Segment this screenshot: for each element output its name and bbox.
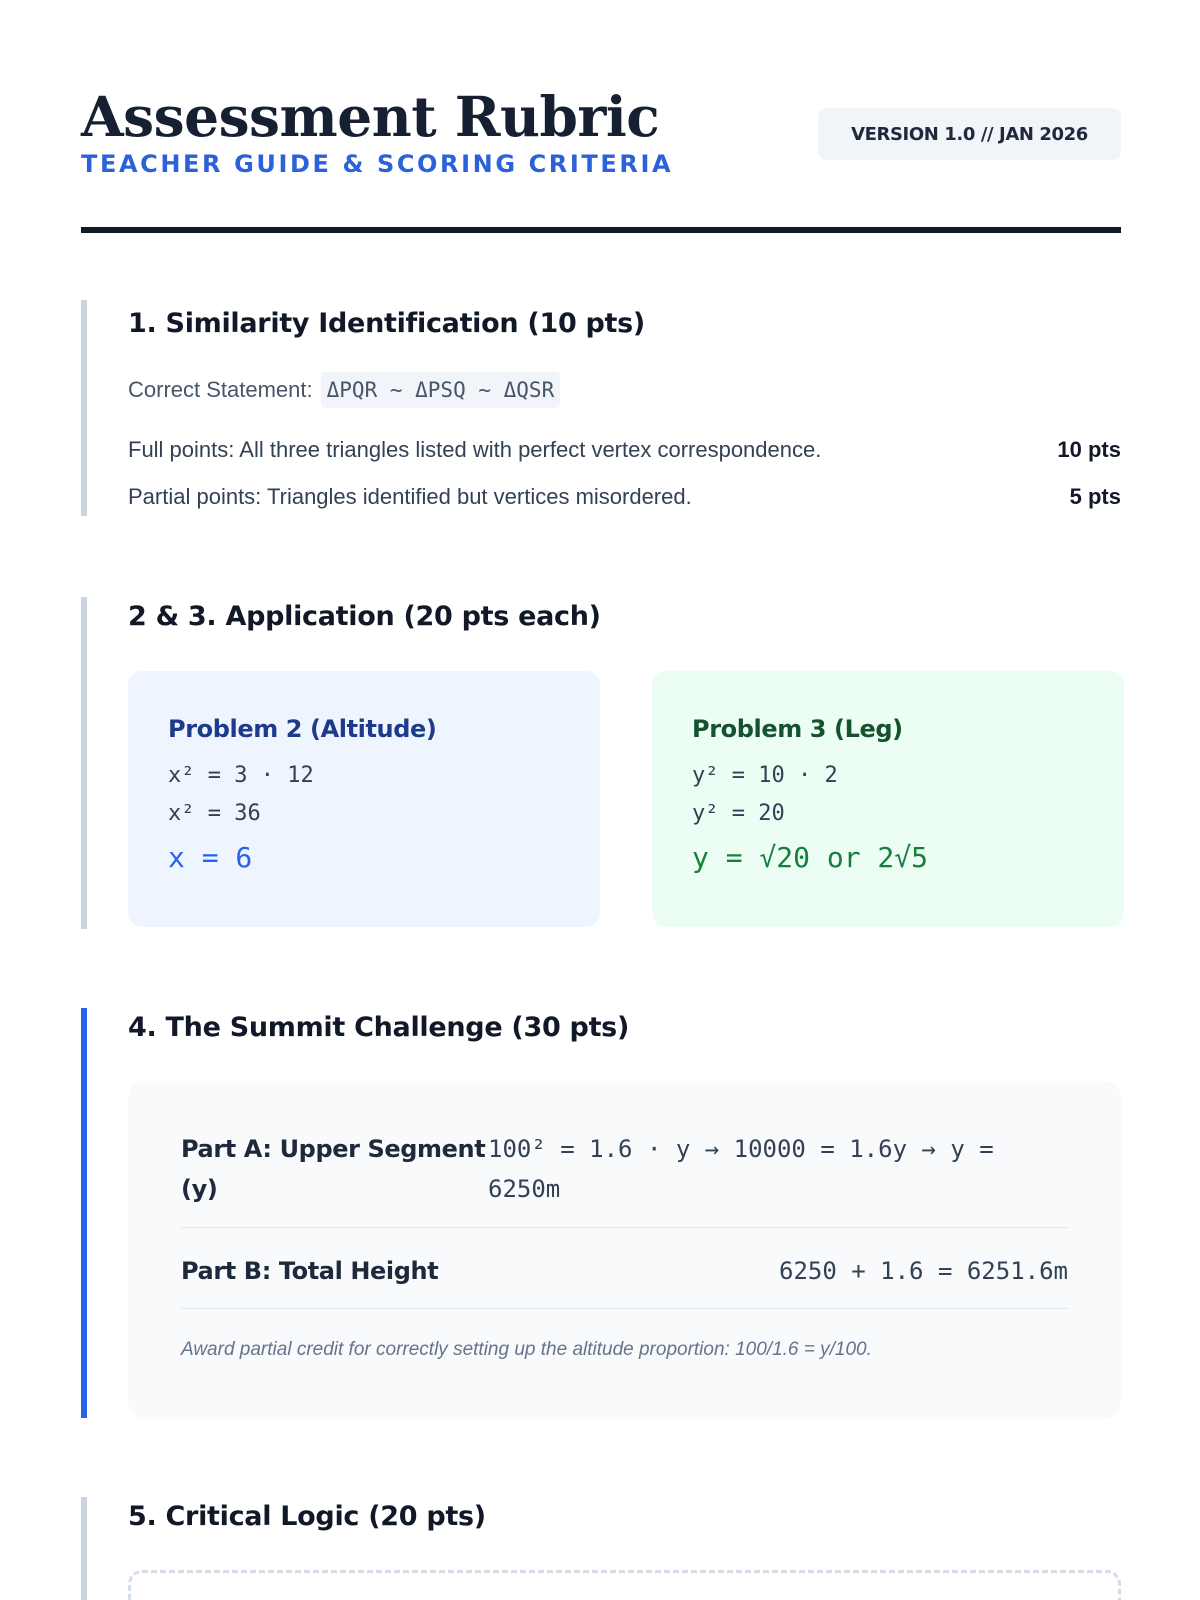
section-title: 4. The Summit Challenge (30 pts) [128,1012,629,1043]
equation-line: x² = 36 [168,801,261,826]
problem-title: Problem 3 (Leg) [692,715,903,743]
section-title: 1. Similarity Identification (10 pts) [128,308,645,339]
criterion-text: Full points: All three triangles listed with perfect vertex correspondence. [128,437,822,462]
criterion-text: Partial points: Triangles identified but vertices misordered. [128,484,692,509]
part-b-row [181,1251,1068,1309]
correct-statement [128,372,560,408]
problem-2-card [128,671,600,927]
statement-label: Correct Statement: [128,377,313,402]
final-answer: y = √20 or 2√5 [692,841,929,874]
equation-line: x² = 3 · 12 [168,763,314,788]
equation-line: y² = 20 [692,801,785,826]
section-title: 5. Critical Logic (20 pts) [128,1501,486,1532]
section-critical-logic [81,1497,1121,1600]
problem-3-card [652,671,1124,927]
part-solution: 100² = 1.6 · y → 10000 = 1.6y → y = 6250m [488,1135,994,1203]
section-application [81,597,1121,929]
part-a-row [181,1129,1068,1228]
grading-note: Award partial credit for correctly setting up the altitude proportion: 100/1.6 = y/100. [181,1339,872,1360]
section-similarity-identification [81,300,1121,516]
criterion-points: 10 pts [1057,437,1121,462]
part-label: Part A: Upper Segment (y) [181,1135,486,1203]
final-answer: x = 6 [168,841,253,874]
part-label: Part B: Total Height [181,1257,439,1285]
equation-line: y² = 10 · 2 [692,763,838,788]
statement-code: ΔPQR ~ ΔPSQ ~ ΔQSR [321,372,561,408]
page-title: Assessment Rubric [81,84,660,149]
criterion-row [128,484,1121,510]
criterion-points: 5 pts [1069,484,1121,509]
section-title: 2 & 3. Application (20 pts each) [128,601,601,632]
version-badge: VERSION 1.0 // JAN 2026 [818,108,1121,160]
part-solution: 6250 + 1.6 = 6251.6m [779,1257,1068,1285]
header-divider [81,227,1121,233]
summit-solution-panel [128,1081,1121,1419]
criterion-row [128,437,1121,463]
section-summit-challenge [81,1008,1121,1418]
problem-title: Problem 2 (Altitude) [168,715,437,743]
critical-logic-box [128,1570,1121,1600]
page-subtitle: TEACHER GUIDE & SCORING CRITERIA [81,150,674,178]
